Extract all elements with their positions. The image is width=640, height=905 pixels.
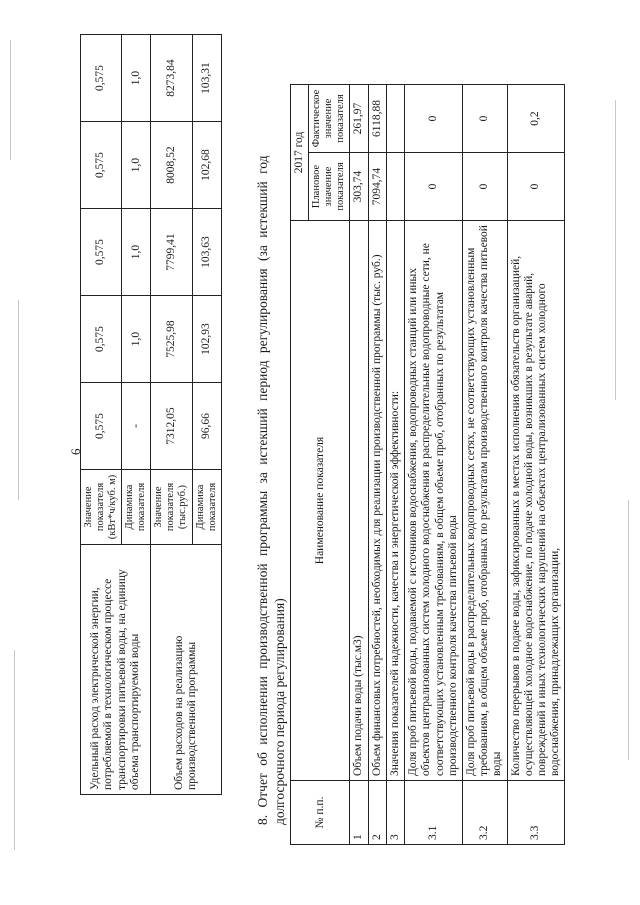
row-plan: 303,74 [350, 153, 368, 221]
row-num: 3 [386, 781, 404, 845]
row-plan: 0 [462, 153, 507, 221]
section-title-line2: долгосрочного периода регулирования) [271, 598, 287, 825]
row-name: Доля проб питьевой воды, подаваемой с источников водоснабжения, водопроводных станций или иных объектов централизованных систем холодного водоснабжения в распределительные водопроводные сети, не соответствующих установленным требованиям, в общем объеме проб, отобранных по результатам производственного контроля качества питьевой воды [405, 221, 463, 781]
row-plan: 7094,74 [368, 153, 386, 221]
cell: 102,68 [192, 122, 221, 209]
table-row [507, 84, 565, 844]
row-fact: 261,97 [350, 84, 368, 152]
header-row [291, 84, 309, 844]
row-name: Количество перерывов в подаче воды, зафиксированных в местах исполнения обязательств организацией, осуществляющей холодное водоснабжение, по подаче холодной воды, возникших в результате аварий, повреждений и иных технологических нарушений на объектах централизованных систем холодного водоснабжения, принадлежащих организации, [507, 221, 565, 781]
table-row [81, 35, 122, 795]
cell: 7525,98 [151, 296, 192, 383]
row-num: 3.1 [405, 781, 463, 845]
program-report-table [290, 84, 565, 845]
row-num: 3.2 [462, 781, 507, 845]
cell: 7312,05 [151, 383, 192, 470]
header-name: Наименование показателя [291, 221, 350, 781]
cell: 96,66 [192, 383, 221, 470]
sub-label: Значение показателя (тыс.руб.) [151, 470, 192, 545]
row-label: Объем расходов на реализацию производственной программы [151, 545, 221, 795]
row-name: Доля проб питьевой воды в распределительных водопроводных сетях, не соответствующих установленным требованиям, в общем объеме проб, отобранных по результатам производственного контроля качества питьевой воды [462, 221, 507, 781]
cell: 1,0 [122, 296, 151, 383]
row-num: 2 [368, 781, 386, 845]
table-row [405, 84, 463, 844]
row-label: Удельный расход электрической энергии, потребляемой в технологическом процессе транспортировки питьевой воды, на единицу объема транспортируемой воды [81, 545, 151, 795]
row-fact [386, 84, 404, 152]
row-name: Значения показателей надежности, качества и энергетической эффективности: [386, 221, 404, 781]
table-row [462, 84, 507, 844]
row-plan [386, 153, 404, 221]
table-row [386, 84, 404, 844]
cell: 1,0 [122, 209, 151, 296]
sub-label: Динамика показателя [122, 470, 151, 545]
row-plan: 0 [405, 153, 463, 221]
section-title-line1: 8. Отчет об исполнении производственной программы за истекший период регулирования (за истекший год [255, 155, 270, 825]
header-year: 2017 год [291, 84, 309, 220]
cell: 103,31 [192, 35, 221, 122]
table-row [368, 84, 386, 844]
table-row [350, 84, 368, 844]
row-plan: 0 [507, 153, 565, 221]
row-name: Объем финансовых потребностей, необходимых для реализации производственной программы (тыс. руб.) [368, 221, 386, 781]
cell: 0,575 [81, 122, 122, 209]
sub-label: Значение показателя (кВт*ч/куб. м) [81, 470, 122, 545]
cell: 8273,84 [151, 35, 192, 122]
header-fact: Фактическое значение показателя [309, 84, 350, 152]
cell: 102,93 [192, 296, 221, 383]
row-num: 3.3 [507, 781, 565, 845]
cell: 0,575 [81, 383, 122, 470]
table-row [151, 35, 192, 795]
row-fact: 6118,88 [368, 84, 386, 152]
row-fact: 0 [462, 84, 507, 152]
section-heading [255, 85, 289, 825]
cell: 0,575 [81, 209, 122, 296]
cell: 8008,52 [151, 122, 192, 209]
cell: 0,575 [81, 296, 122, 383]
cell: 1,0 [122, 35, 151, 122]
cell: - [122, 383, 151, 470]
sub-label: Динамика показателя [192, 470, 221, 545]
row-fact: 0 [405, 84, 463, 152]
page-number: 6 [68, 448, 83, 455]
cell: 0,575 [81, 35, 122, 122]
header-plan: Плановое значение показателя [309, 153, 350, 221]
row-num: 1 [350, 781, 368, 845]
cell: 103,63 [192, 209, 221, 296]
header-num: № п.п. [291, 781, 350, 845]
cell: 1,0 [122, 122, 151, 209]
cell: 7799,41 [151, 209, 192, 296]
row-name: Объем подачи воды (тыс.м3) [350, 221, 368, 781]
row-fact: 0,2 [507, 84, 565, 152]
indicators-table [80, 34, 222, 795]
